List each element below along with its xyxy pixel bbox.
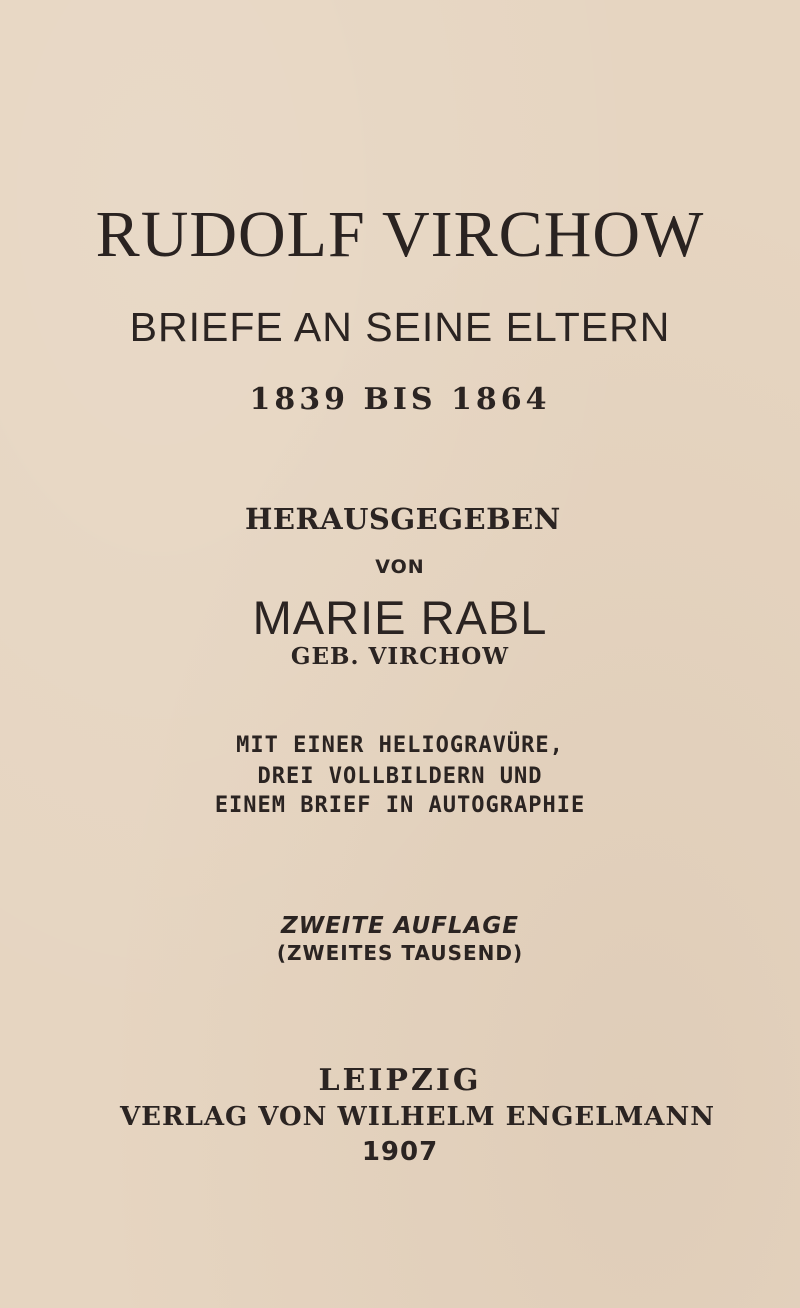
publisher-name: VERLAG VON WILHELM ENGELMANN [120,1102,715,1132]
editor-name: MARIE RABL [252,591,548,644]
publication-year: 1907 [361,1137,439,1167]
illustration-note-line-1: MIT EINER HELIOGRAVÜRE, [236,733,564,758]
illustration-note-line-3: EINEM BRIEF IN AUTOGRAPHIE [214,793,586,818]
editor-birthname: GEB. VIRCHOW [290,643,510,670]
author-name: RUDOLF VIRCHOW [95,198,705,271]
publication-city: LEIPZIG [318,1063,482,1098]
book-subtitle: BRIEFE AN SEINE ELTERN [129,304,671,350]
year-range: 1839 BIS 1864 [249,382,551,417]
edition-label: ZWEITE AUFLAGE [281,913,519,939]
printing-label: (ZWEITES TAUSEND) [276,941,524,965]
editor-label: HERAUSGEGEBEN [245,502,561,536]
illustration-note-line-2: DREI VOLLBILDERN UND [257,764,543,789]
by-label: VON [375,556,425,578]
